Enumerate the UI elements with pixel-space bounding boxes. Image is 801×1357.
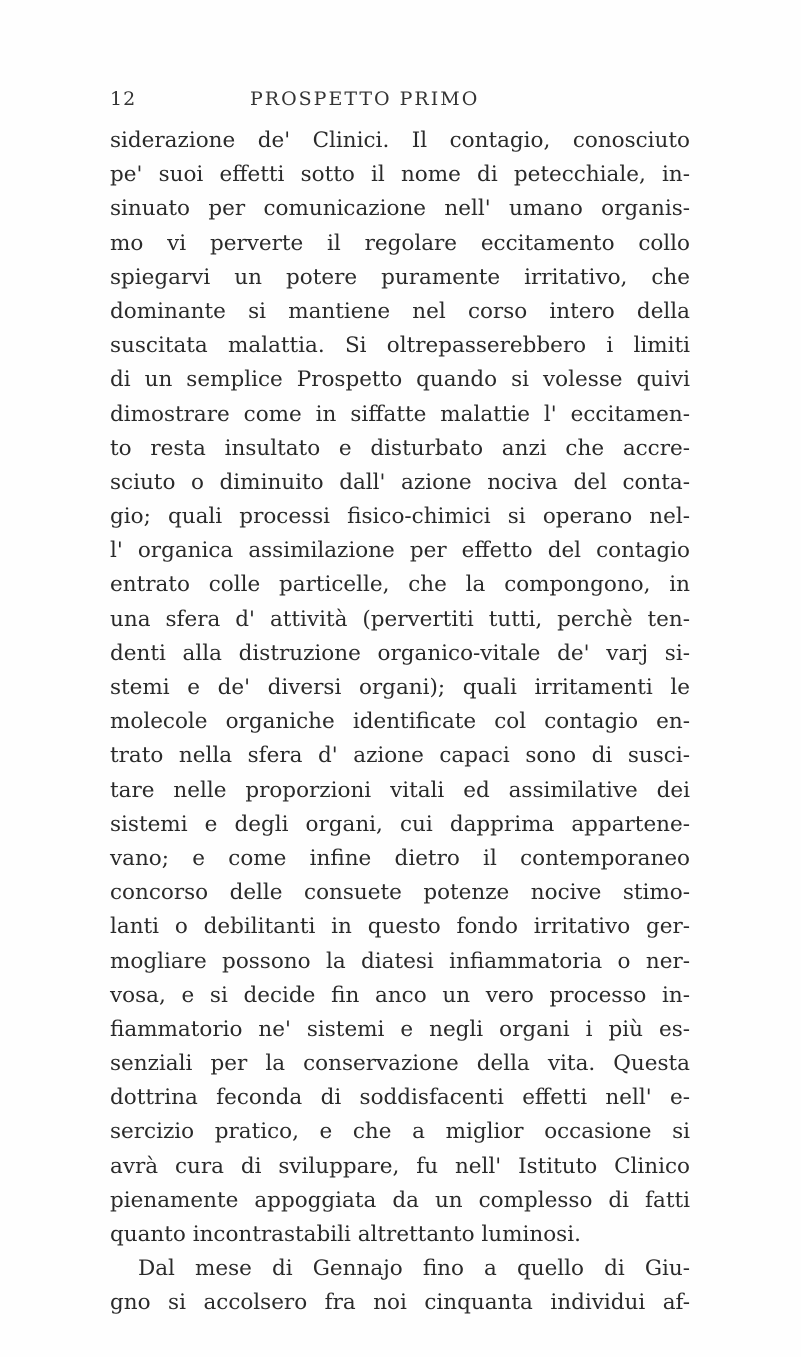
text-line: avrà cura di sviluppare, fu nell' Istituto Clinico (110, 1153, 690, 1179)
text-line: quanto incontrastabili altrettanto luminosi. (110, 1222, 581, 1247)
text-line: stemi e de' diversi organi); quali irritamenti le (110, 675, 690, 700)
text-line: di un semplice Prospetto quando si volesse quivi (110, 367, 690, 393)
text-line: senziali per la conservazione della vita. Questa (110, 1051, 690, 1077)
body-text (110, 124, 690, 1321)
text-line: Dal mese di Gennajo fino a quello di Giu- (138, 1256, 690, 1282)
text-line: dimostrare come in siffatte malattie l' eccitamen- (110, 401, 690, 427)
text-line: vano; e come infine dietro il contemporaneo (110, 845, 690, 871)
text-line: sinuato per comunicazione nell' umano organis- (110, 196, 690, 222)
text-line: trato nella sfera d' azione capaci sono di susci- (110, 743, 690, 769)
text-line: una sfera d' attività (pervertiti tutti, perchè ten- (110, 606, 690, 632)
text-line: vosa, e si decide fin anco un vero processo in- (110, 982, 690, 1008)
text-line: concorso delle consuete potenze nocive stimo- (110, 880, 690, 906)
text-line: pe' suoi effetti sotto il nome di petecchiale, in- (110, 162, 690, 188)
text-line: entrato colle particelle, che la compongono, in (110, 572, 690, 598)
text-line: dominante si mantiene nel corso intero della (110, 298, 690, 324)
text-line: l' organica assimilazione per effetto del contagio (110, 538, 690, 564)
text-line: pienamente appoggiata da un complesso di fatti (110, 1187, 690, 1213)
page-number: 12 (110, 88, 137, 110)
text-line: fiammatorio ne' sistemi e negli organi i più es- (110, 1016, 690, 1042)
text-line: dottrina feconda di soddisfacenti effetti nell' e- (110, 1085, 690, 1111)
running-title: PROSPETTO PRIMO (250, 88, 480, 110)
text-line: mo vi perverte il regolare eccitamento collo (110, 230, 690, 256)
text-line: gio; quali processi fisico-chimici si operano nel- (110, 504, 690, 530)
text-line: suscitata malattia. Si oltrepasserebbero i limiti (110, 333, 690, 359)
text-line: siderazione de' Clinici. Il contagio, conosciuto (110, 128, 690, 153)
text-line: gno si accolsero fra noi cinquanta individui af- (110, 1290, 690, 1316)
text-line: tare nelle proporzioni vitali ed assimilative dei (110, 777, 690, 803)
text-line: lanti o debilitanti in questo fondo irritativo ger- (110, 914, 690, 940)
page-header (110, 88, 680, 118)
text-line: denti alla distruzione organico-vitale de' varj si- (110, 640, 690, 666)
text-line: mogliare possono la diatesi infiammatoria o ner- (110, 948, 690, 974)
text-line: to resta insultato e disturbato anzi che accre- (110, 435, 690, 461)
text-line: sistemi e degli organi, cui dapprima appartene- (110, 811, 690, 837)
text-line: sciuto o diminuito dall' azione nociva del conta- (110, 469, 690, 495)
text-line: molecole organiche identificate col contagio en- (110, 709, 690, 735)
text-line: sercizio pratico, e che a miglior occasione si (110, 1119, 690, 1145)
text-line: spiegarvi un potere puramente irritativo, che (110, 264, 690, 290)
